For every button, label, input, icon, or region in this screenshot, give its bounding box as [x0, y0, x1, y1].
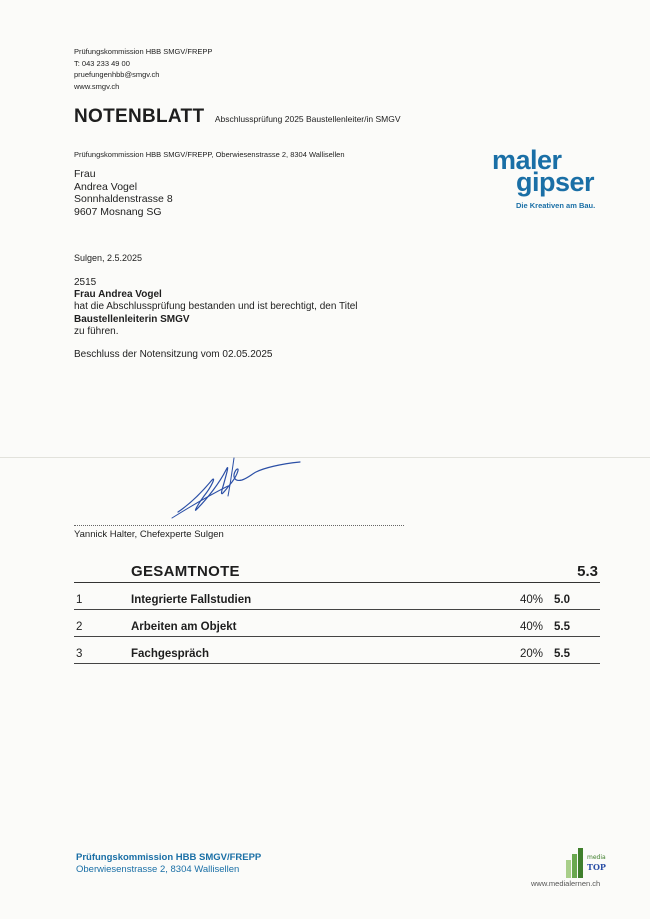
grade-weight: 20% [520, 648, 544, 660]
maler-gipser-logo [492, 145, 602, 210]
grade-subject: Arbeiten am Objekt [131, 621, 237, 633]
grade-weight: 40% [520, 621, 544, 633]
sender-block [74, 46, 212, 92]
recipient-name: Andrea Vogel [74, 180, 138, 193]
signatory-name: Yannick Halter, Chefexperte Sulgen [74, 529, 224, 540]
degree-title: Baustellenleiterin SMGV [74, 313, 190, 325]
fold-line [0, 457, 650, 458]
date-line: Sulgen, 2.5.2025 [74, 253, 143, 263]
grade-weight: 40% [520, 594, 544, 606]
candidate-name: Frau Andrea Vogel [74, 289, 162, 301]
footer-org: Prüfungskommission HBB SMGV/FREPP [76, 852, 262, 863]
media-logo-line1: media [587, 854, 606, 861]
logo-word-gipser: gipser [516, 167, 595, 197]
grade-value: 5.5 [554, 621, 570, 633]
grade-row [74, 610, 600, 637]
recipient-street: Sonnhaldenstrasse 8 [74, 193, 173, 205]
total-grade-label: GESAMTNOTE [131, 563, 240, 580]
grade-number: 3 [76, 648, 83, 660]
logo-tagline: Die Kreativen am Bau. [516, 201, 596, 210]
footer-block [76, 852, 261, 876]
grade-row [74, 637, 600, 664]
total-grade-value: 5.3 [577, 563, 598, 580]
sender-org: Prüfungskommission HBB SMGV/FREPP [74, 47, 213, 56]
grade-value: 5.5 [554, 648, 570, 660]
grade-subject: Fachgespräch [131, 648, 209, 660]
recipient-city: 9607 Mosnang SG [74, 205, 162, 218]
grades-table [74, 560, 600, 664]
sender-web: www.smgv.ch [74, 81, 120, 91]
sender-phone: T: 043 233 49 00 [74, 58, 130, 68]
statement-text: hat die Abschlussprüfung bestanden und ist berechtigt, den Titel [74, 301, 358, 313]
logo-word-maler: maler [492, 145, 562, 175]
signature-line [74, 525, 404, 526]
title-sub: Abschlussprüfung 2025 Baustellenleiter/in SMGV [214, 114, 401, 124]
media-top-logo [566, 846, 606, 878]
certificate-text [74, 277, 358, 338]
media-url: www.medialernen.ch [531, 879, 601, 888]
grade-number: 2 [76, 621, 83, 633]
media-logo-line2: TOP [587, 862, 606, 872]
grade-value: 5.0 [554, 594, 570, 606]
closing-text: zu führen. [74, 325, 119, 337]
recipient-salutation: Frau [74, 168, 96, 180]
grade-number: 1 [76, 594, 83, 606]
signature-image [168, 452, 303, 527]
sender-email: pruefungenhbb@smgv.ch [74, 70, 160, 79]
total-grade-row [74, 560, 600, 583]
document-title [74, 106, 401, 128]
decision-line: Beschluss der Notensitzung vom 02.05.2025 [74, 349, 273, 360]
return-address: Prüfungskommission HBB SMGV/FREPP, Oberwiesenstrasse 2, 8304 Wallisellen [74, 150, 345, 159]
recipient-address [74, 168, 173, 218]
title-main: NOTENBLATT [74, 106, 205, 127]
grade-subject: Integrierte Fallstudien [131, 594, 252, 606]
footer-address: Oberwiesenstrasse 2, 8304 Wallisellen [76, 864, 240, 875]
candidate-number: 2515 [74, 277, 97, 288]
grade-row [74, 583, 600, 610]
